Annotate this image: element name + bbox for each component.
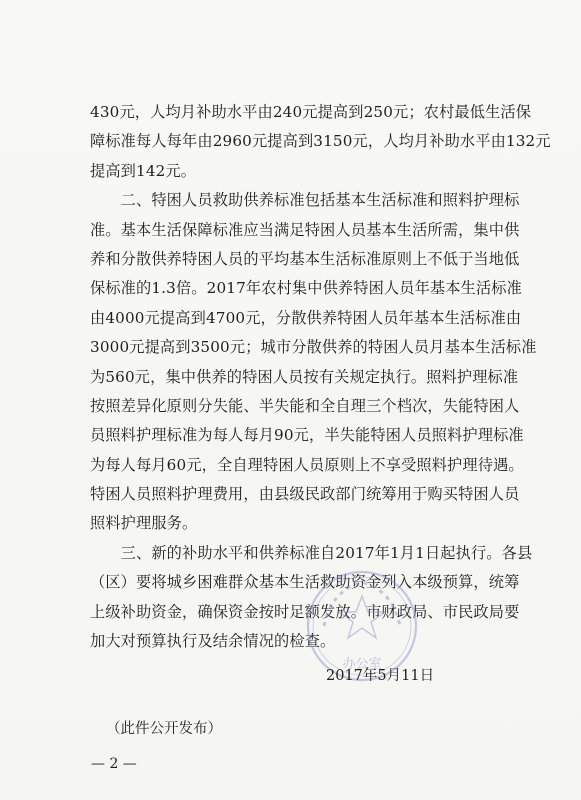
text-line: 为每人每月60元，全自理特困人员原则上不享受照料护理待遇。 (90, 455, 524, 474)
text-line: 3000元提高到3500元；城市分散供养的特困人员月基本生活标准 (90, 338, 537, 357)
text-line: 三、新的补助水平和供养标准自2017年1月1日起执行。各县 (90, 543, 533, 562)
text-line: 准。基本生活保障标准应当满足特困人员基本生活所需，集中供 (90, 220, 520, 239)
text-line: 加大对预算执行及结余情况的检查。 (90, 632, 336, 651)
text-line: 照料护理服务。 (90, 514, 198, 533)
public-release-note: （此件公开发布） (106, 721, 222, 737)
text-line: 障标准每人每年由2960元提高到3150元，人均月补助水平由132元 (90, 132, 551, 151)
text-line: （区）要将城乡困难群众基本生活救助资金列入本级预算，统筹 (90, 573, 520, 592)
text-line: 保标准的1.3倍。2017年农村集中供养特困人员年基本生活标准 (90, 279, 522, 298)
text-line: 特困人员照料护理费用，由县级民政部门统筹用于购买特困人员 (90, 485, 520, 504)
page-number: — 2 — (91, 756, 137, 772)
text-line: 按照差异化原则分失能、半失能和全自理三个档次，失能特困人 (90, 396, 520, 415)
text-line: 上级补助资金，确保资金按时足额发放。市财政局、市民政局要 (90, 602, 520, 621)
text-line: 员照料护理标准为每人每月90元，半失能特困人员照料护理标准 (90, 426, 524, 445)
text-line: 提高到142元。 (90, 161, 197, 180)
text-line: 由4000元提高到4700元，分散供养特困人员年基本生活标准由 (90, 308, 522, 327)
document-date: 2017年5月11日 (326, 668, 435, 684)
seal-label: 办公室 (342, 657, 382, 672)
text-line: 430元，人均月补助水平由240元提高到250元；农村最低生活保 (90, 103, 532, 121)
text-line: 养和分散供养特困人员的平均基本生活标准原则上不低于当地低 (90, 249, 520, 268)
text-line: 二、特困人员救助供养标准包括基本生活标准和照料护理标 (90, 191, 520, 210)
text-line: 为560元，集中供养的特困人员按有关规定执行。照料护理标准 (90, 367, 519, 386)
